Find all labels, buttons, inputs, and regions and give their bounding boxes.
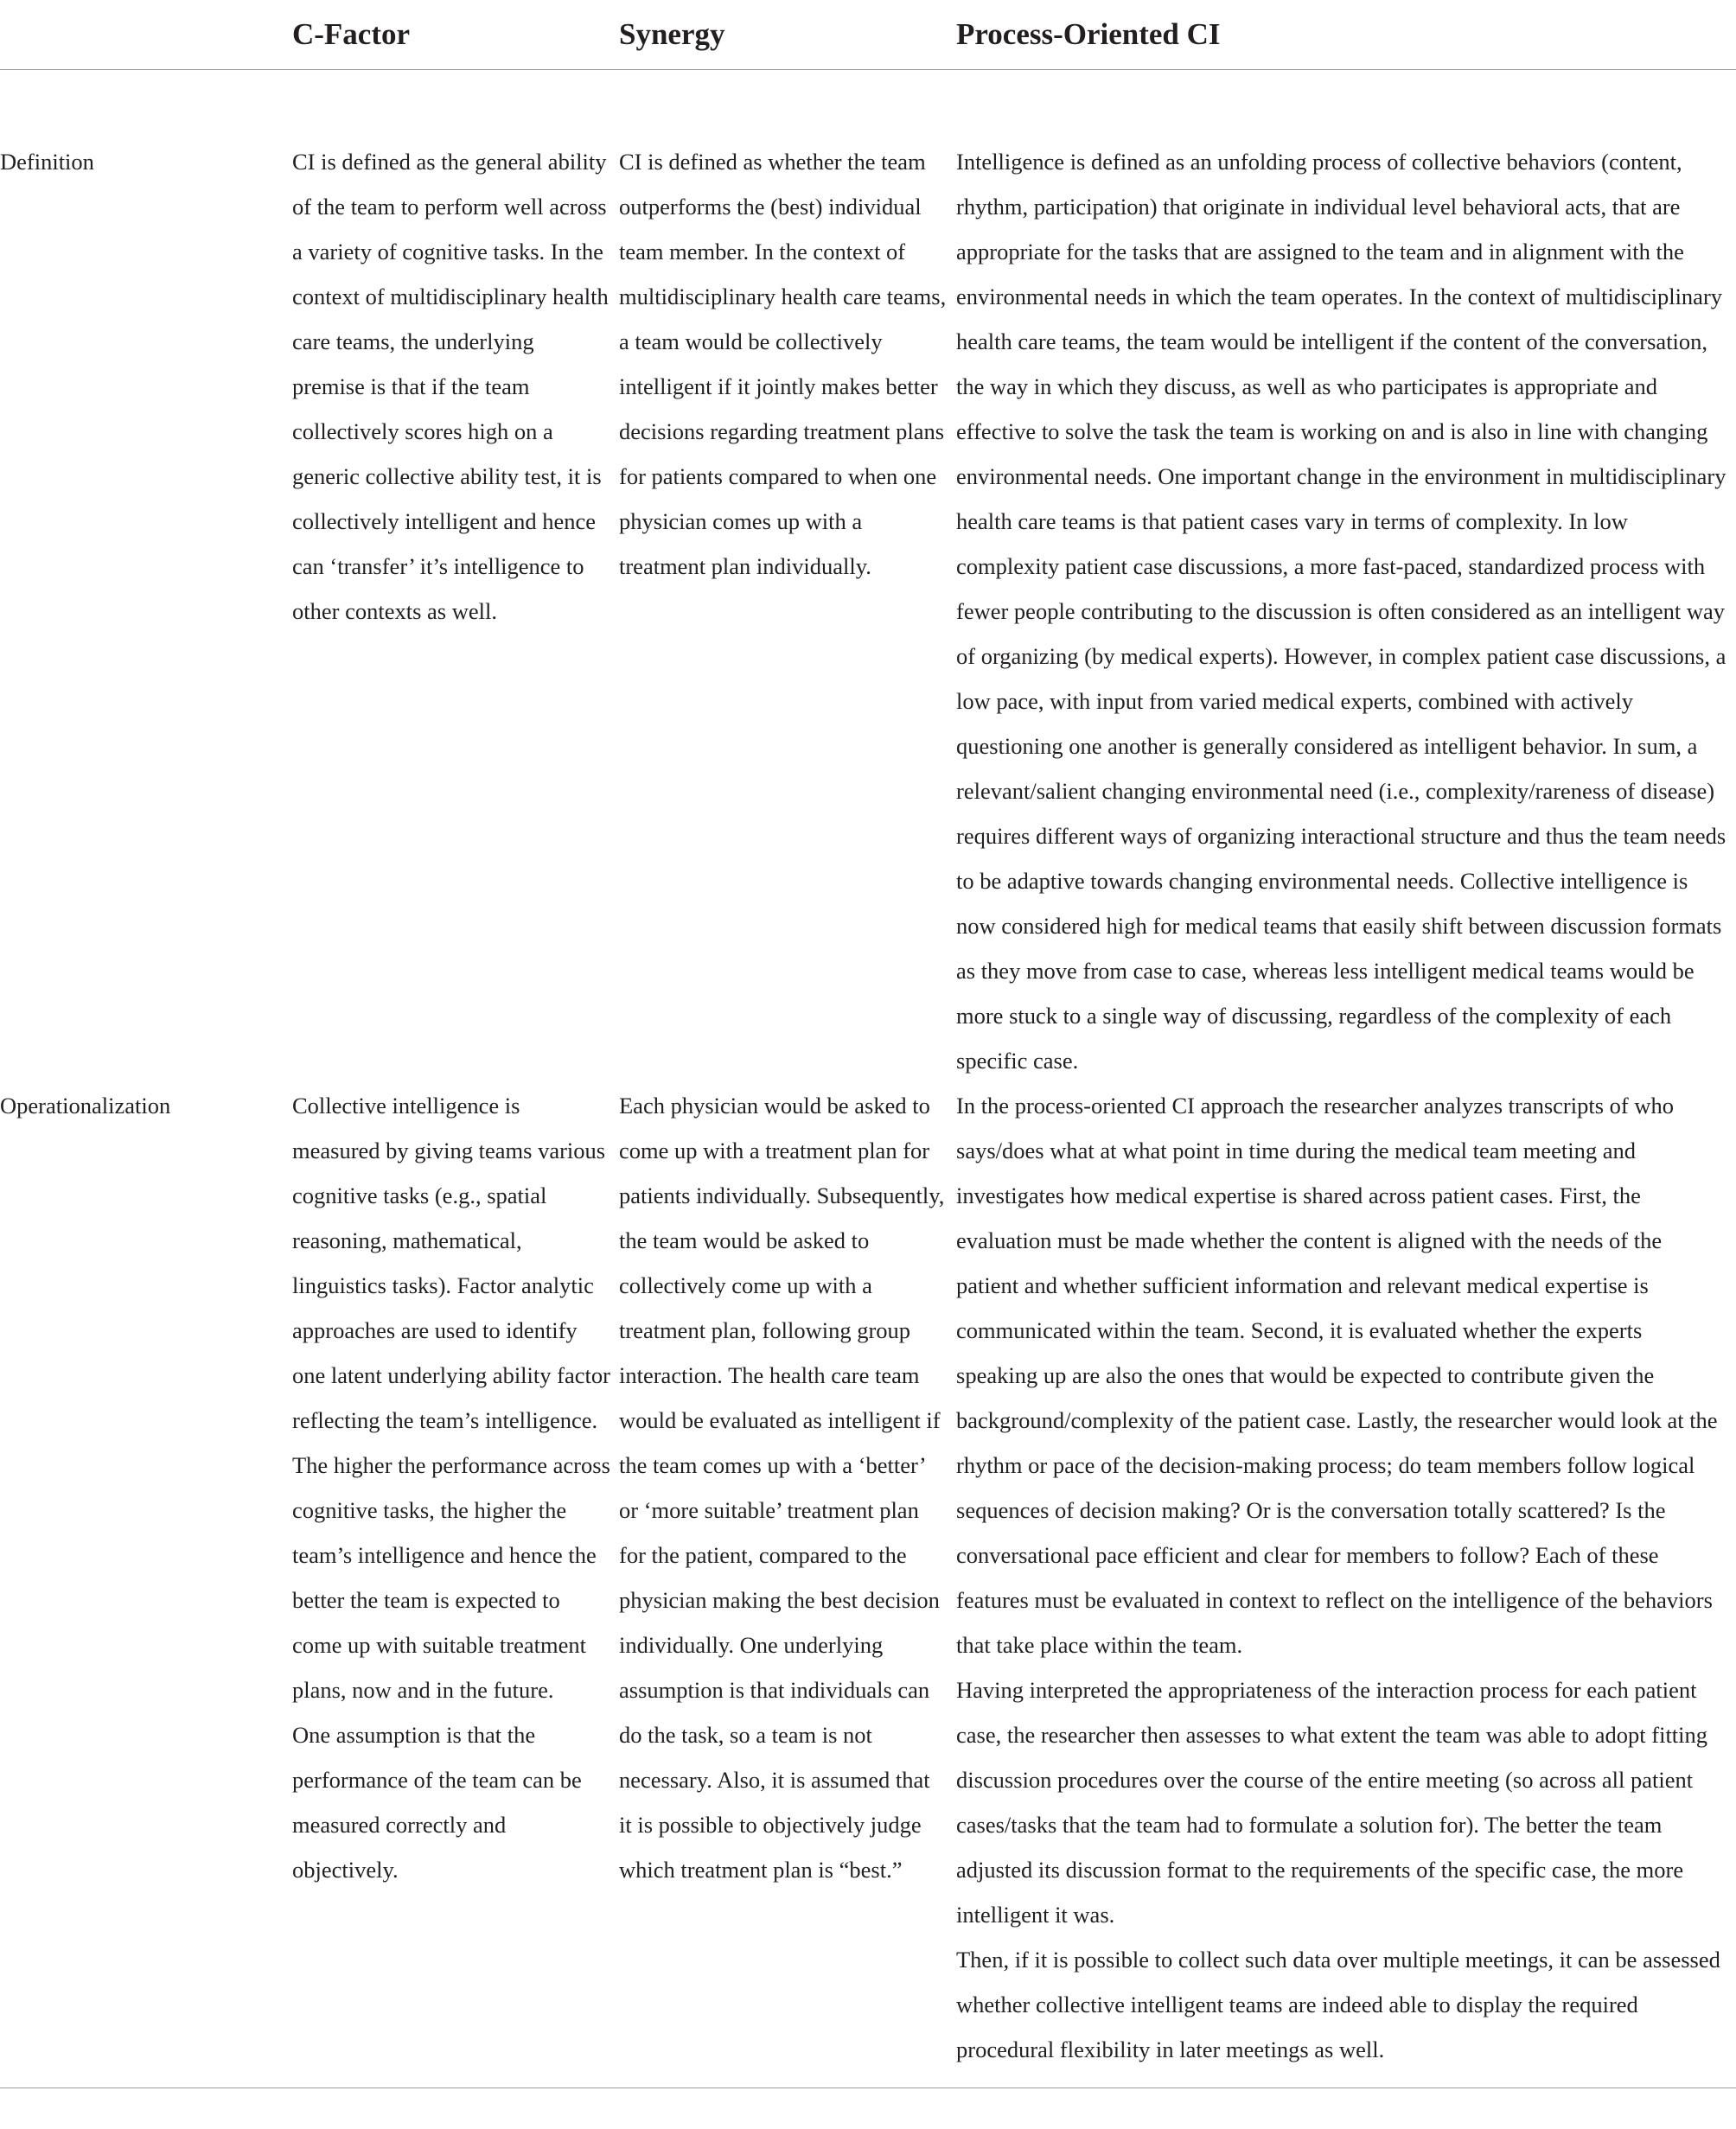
cell-definition-c-factor [292, 70, 619, 1084]
cell-paragraph: Having interpreted the appropriateness of the interaction process for each patient case, the researcher then assesses to what extent the team was able to adopt fitting discussion procedures over the course of the entire meeting (so across all patient cases/tasks that the team had to formulate a solution for). The better the team adjusted its discussion format to the requirements of the specific case, the more intelligent it was. [956, 1677, 1708, 1928]
header-empty [0, 0, 292, 70]
cell-paragraph: Each physician would be asked to come up with a treatment plan for patients individually. Subsequently, the team would be asked to collectively come up with a treatment plan, following group interaction. The health care team would be evaluated as intelligent if the team comes up with a ‘better’ or ‘more suitable’ treatment plan for the patient, compared to the physician making the best decision individually. One underlying assumption is that individuals can do the task, so a team is not necessary. Also, it is assumed that it is possible to objectively judge which treatment plan is “best.” [619, 1093, 945, 1883]
cell-paragraph: Collective intelligence is measured by giving teams various cognitive tasks (e.g., spatial reasoning, mathematical, linguistics tasks). Factor analytic approaches are used to identify one latent underlying ability factor reflecting the team’s intelligence. The higher the performance across cognitive tasks, the higher the team’s intelligence and hence the better the team is expected to come up with suitable treatment plans, now and in the future. [292, 1093, 610, 1703]
row-label-definition: Definition [0, 149, 94, 175]
cell-operationalization-c-factor [292, 1083, 619, 2088]
cell-operationalization-process [956, 1083, 1736, 2088]
cell-definition-process [956, 70, 1736, 1084]
cell-definition-synergy [619, 70, 956, 1084]
cell-paragraph: Then, if it is possible to collect such data over multiple meetings, it can be assessed whether collective intelligent teams are indeed able to display the required procedural flexibility in later meetings as well. [956, 1947, 1720, 2062]
header-c-factor: C-Factor [292, 0, 619, 70]
table-row-operationalization [0, 1083, 1736, 2088]
header-process-oriented-ci: Process-Oriented CI [956, 0, 1736, 70]
cell-paragraph: Intelligence is defined as an unfolding process of collective behaviors (content, rhythm, participation) that originate in individual level behavioral acts, that are appropriate for the tasks that are assigned to the team and in alignment with the environmental needs in which the team operates. In the context of multidisciplinary health care teams, the team would be intelligent if the content of the conversation, the way in which they discuss, as well as who participates is appropriate and effective to solve the task the team is working on and is also in line with changing environmental needs. One important change in the environment in multidisciplinary health care teams is that patient cases vary in terms of complexity. In low complexity patient case discussions, a more fast-paced, standardized process with fewer people contributing to the discussion is often considered as an intelligent way of organizing (by medical experts). However, in complex patient case discussions, a low pace, with input from varied medical experts, combined with actively questioning one another is generally considered as intelligent behavior. In sum, a relevant/salient changing environmental need (i.e., complexity/rareness of disease) requires different ways of organizing interactional structure and thus the team needs to be adaptive towards changing environmental needs. Collective intelligence is now considered high for medical teams that easily shift between discussion formats as they move from case to case, whereas less intelligent medical teams would be more stuck to a single way of discussing, regardless of the complexity of each specific case. [956, 149, 1726, 1074]
cell-paragraph: One assumption is that the performance of the team can be measured correctly and objectively. [292, 1722, 582, 1883]
header-synergy: Synergy [619, 0, 956, 70]
cell-paragraph: In the process-oriented CI approach the researcher analyzes transcripts of who says/does what at what point in time during the medical team meeting and investigates how medical expertise is shared across patient cases. First, the evaluation must be made whether the content is aligned with the needs of the patient and whether sufficient information and relevant medical expertise is communicated within the team. Second, it is evaluated whether the experts speaking up are also the ones that would be expected to contribute given the background/complexity of the patient case. Lastly, the researcher would look at the rhythm or pace of the decision-making process; do team members follow logical sequences of decision making? Or is the conversation totally scattered? Is the conversational pace efficient and clear for members to follow? Each of these features must be evaluated in context to reflect on the intelligence of the behaviors that take place within the team. [956, 1093, 1718, 1658]
cell-operationalization-synergy [619, 1083, 956, 2088]
row-label-operationalization: Operationalization [0, 1083, 292, 2088]
table-row-definition [0, 70, 1736, 1084]
table-header-row [0, 0, 1736, 70]
cell-paragraph: CI is defined as whether the team outperforms the (best) individual team member. In the context of multidisciplinary health care teams, a team would be collectively intelligent if it jointly makes better decisions regarding treatment plans for patients compared to when one physician comes up with a treatment plan individually. [619, 149, 947, 579]
cell-paragraph: CI is defined as the general ability of the team to perform well across a variety of cognitive tasks. In the context of multidisciplinary health care teams, the underlying premise is that if the team collectively scores high on a generic collective ability test, it is collectively intelligent and hence can ‘transfer’ it’s intelligence to other contexts as well. [292, 149, 609, 624]
